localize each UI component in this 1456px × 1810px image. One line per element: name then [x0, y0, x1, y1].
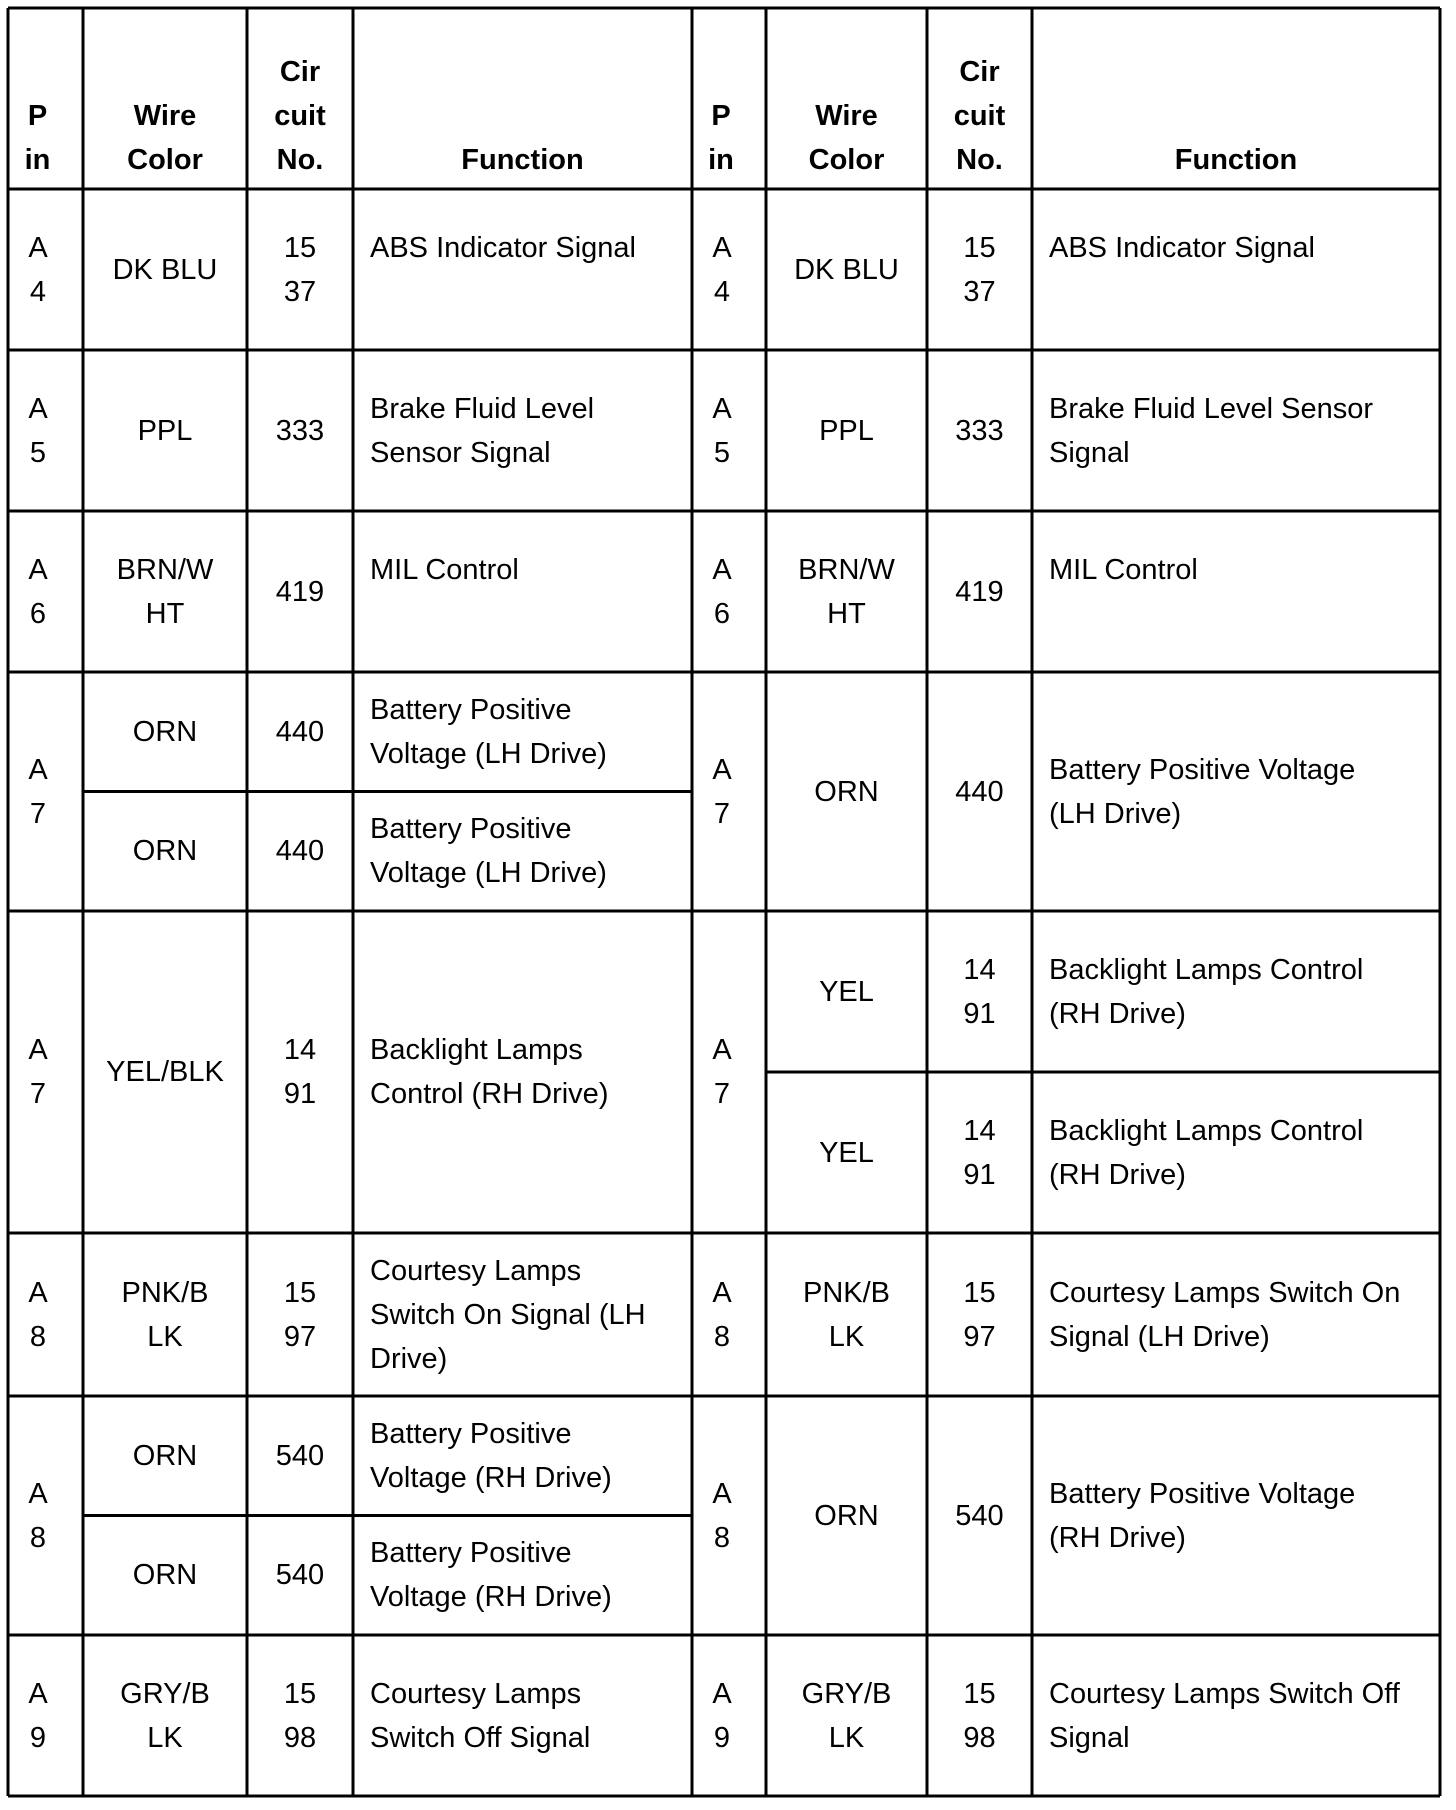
wire-color-cell: PPL: [137, 414, 193, 447]
wire-color-cell: LK: [828, 1721, 865, 1754]
function-cell: Voltage (RH Drive): [370, 1581, 612, 1614]
pin-cell: A: [28, 1034, 48, 1066]
pin-cell: A: [712, 231, 732, 264]
pin-cell: A: [712, 1677, 732, 1710]
function-cell: (RH Drive): [1049, 1158, 1186, 1191]
function-cell: Courtesy Lamps: [370, 1254, 582, 1287]
function-cell: Courtesy Lamps Switch Off: [1049, 1677, 1400, 1710]
circuit-cell: 540: [275, 1559, 325, 1592]
function-cell: Battery Positive: [370, 1417, 572, 1450]
pin-cell: A: [712, 553, 732, 586]
circuit-cell: 91: [963, 1158, 996, 1191]
circuit-cell: 15: [963, 1276, 996, 1309]
pin-cell: 9: [713, 1721, 731, 1754]
function-cell: Battery Positive: [370, 813, 572, 846]
circuit-cell: 14: [283, 1034, 317, 1066]
wire-color-cell: DK BLU: [794, 253, 899, 286]
header-wire-color: Color: [127, 144, 203, 176]
pin-cell: 8: [29, 1320, 47, 1353]
wire-color-cell: ORN: [132, 1559, 198, 1592]
header-function: Function: [1174, 144, 1298, 176]
pin-cell: A: [28, 1477, 48, 1510]
function-cell: Voltage (RH Drive): [370, 1461, 612, 1494]
wire-color-cell: YEL/BLK: [106, 1056, 224, 1088]
header-pin: P: [711, 100, 731, 132]
function-cell: MIL Control: [1049, 553, 1198, 586]
header-circuit-no: cuit: [274, 100, 326, 132]
function-cell: Brake Fluid Level: [370, 392, 595, 425]
function-cell: Backlight Lamps Control: [1049, 953, 1364, 986]
function-cell: Switch On Signal (LH: [370, 1298, 646, 1331]
pin-cell: 9: [29, 1721, 47, 1754]
pin-cell: A: [712, 1477, 732, 1510]
function-cell: Courtesy Lamps: [370, 1677, 582, 1710]
circuit-cell: 91: [283, 1078, 317, 1110]
function-cell: Control (RH Drive): [370, 1078, 609, 1110]
wire-color-cell: BRN/W: [116, 553, 214, 586]
pin-cell: 8: [713, 1521, 731, 1554]
wire-color-cell: HT: [145, 597, 185, 630]
pin-cell: 5: [29, 436, 47, 469]
header-wire-color: Wire: [133, 100, 197, 132]
pin-cell: A: [28, 231, 48, 264]
function-cell: Brake Fluid Level Sensor: [1049, 392, 1373, 425]
circuit-cell: 15: [283, 1677, 317, 1710]
wire-color-cell: ORN: [814, 1499, 879, 1532]
header-circuit-no: Cir: [279, 56, 321, 88]
circuit-cell: 440: [275, 835, 325, 868]
circuit-cell: 14: [963, 1114, 996, 1147]
header-circuit-no: No.: [276, 144, 324, 176]
wire-color-cell: PNK/B: [802, 1276, 891, 1309]
function-cell: Signal: [1049, 436, 1130, 469]
pin-cell: A: [28, 553, 48, 586]
wire-color-cell: DK BLU: [112, 253, 218, 286]
function-cell: Drive): [370, 1342, 448, 1375]
wire-color-cell: GRY/B: [120, 1677, 210, 1710]
header-pin: in: [24, 144, 51, 176]
function-cell: Battery Positive: [370, 1537, 572, 1570]
wire-color-cell: LK: [147, 1721, 183, 1754]
pin-cell: A: [28, 392, 48, 425]
function-cell: Backlight Lamps: [370, 1034, 583, 1066]
wire-color-cell: GRY/B: [801, 1677, 892, 1710]
function-cell: Courtesy Lamps Switch On: [1049, 1276, 1401, 1309]
circuit-cell: 98: [963, 1721, 996, 1754]
pin-cell: A: [712, 1276, 732, 1309]
pin-cell: A: [712, 1034, 732, 1066]
header-pin: P: [27, 100, 48, 132]
pin-cell: A: [28, 1276, 48, 1309]
circuit-cell: 15: [283, 1276, 317, 1309]
wire-color-cell: ORN: [132, 1439, 198, 1472]
wire-color-cell: ORN: [132, 835, 198, 868]
wire-color-cell: PNK/B: [121, 1276, 209, 1309]
pin-cell: A: [28, 753, 48, 786]
function-cell: Signal (LH Drive): [1049, 1320, 1270, 1353]
function-cell: Sensor Signal: [370, 436, 551, 469]
function-cell: Backlight Lamps Control: [1049, 1114, 1364, 1147]
function-cell: Voltage (LH Drive): [370, 857, 607, 890]
circuit-cell: 15: [963, 231, 996, 264]
pin-cell: A: [712, 392, 732, 425]
function-cell: ABS Indicator Signal: [370, 231, 636, 264]
function-cell: Battery Positive: [370, 693, 572, 726]
circuit-cell: 440: [275, 715, 325, 748]
function-cell: (LH Drive): [1049, 797, 1182, 830]
pin-cell: 8: [29, 1521, 47, 1554]
circuit-cell: 98: [283, 1721, 317, 1754]
wire-color-cell: LK: [828, 1320, 865, 1353]
circuit-cell: 97: [283, 1320, 317, 1353]
pin-cell: 6: [29, 597, 47, 630]
header-wire-color: Color: [808, 144, 885, 176]
function-cell: Battery Positive Voltage: [1049, 1477, 1356, 1510]
pin-cell: 7: [29, 797, 47, 830]
circuit-cell: 333: [955, 414, 1004, 447]
pin-cell: 4: [713, 275, 731, 308]
circuit-cell: 97: [963, 1320, 996, 1353]
wire-color-cell: YEL: [819, 1136, 874, 1169]
header-circuit-no: Cir: [959, 56, 1000, 88]
circuit-cell: 37: [963, 275, 996, 308]
pin-cell: 4: [29, 275, 47, 308]
header-wire-color: Wire: [815, 100, 878, 132]
function-cell: ABS Indicator Signal: [1049, 231, 1315, 264]
circuit-cell: 15: [283, 231, 317, 264]
function-cell: Voltage (LH Drive): [370, 737, 607, 770]
wire-color-cell: ORN: [132, 715, 198, 748]
function-cell: MIL Control: [370, 553, 519, 586]
wire-color-cell: YEL: [819, 975, 874, 1008]
pin-cell: 7: [713, 797, 731, 830]
pin-cell: 7: [29, 1078, 47, 1110]
pin-cell: 6: [713, 597, 731, 630]
header-circuit-no: No.: [956, 144, 1003, 176]
function-cell: Battery Positive Voltage: [1049, 753, 1356, 786]
header-circuit-no: cuit: [953, 100, 1006, 132]
circuit-cell: 14: [963, 953, 996, 986]
function-cell: Signal: [1049, 1721, 1130, 1754]
function-cell: (RH Drive): [1049, 997, 1186, 1030]
wire-color-cell: PPL: [819, 414, 874, 447]
circuit-cell: 91: [963, 997, 996, 1030]
circuit-cell: 15: [963, 1677, 996, 1710]
circuit-cell: 37: [283, 275, 317, 308]
wire-color-cell: BRN/W: [798, 553, 895, 586]
header-function: Function: [461, 144, 584, 176]
wire-color-cell: HT: [827, 597, 866, 630]
circuit-cell: 540: [955, 1499, 1004, 1532]
pin-cell: 7: [713, 1078, 731, 1110]
pin-cell: 5: [713, 436, 731, 469]
pin-cell: A: [28, 1677, 48, 1710]
circuit-cell: 419: [275, 575, 325, 608]
function-cell: Switch Off Signal: [370, 1721, 591, 1754]
wire-color-cell: ORN: [814, 775, 879, 808]
pin-cell: 8: [713, 1320, 731, 1353]
header-pin: in: [708, 144, 734, 176]
circuit-cell: 540: [275, 1439, 325, 1472]
circuit-cell: 440: [955, 775, 1004, 808]
circuit-cell: 419: [955, 575, 1004, 608]
circuit-cell: 333: [275, 414, 325, 447]
function-cell: (RH Drive): [1049, 1521, 1186, 1554]
pin-cell: A: [712, 753, 732, 786]
wire-color-cell: LK: [147, 1320, 183, 1353]
